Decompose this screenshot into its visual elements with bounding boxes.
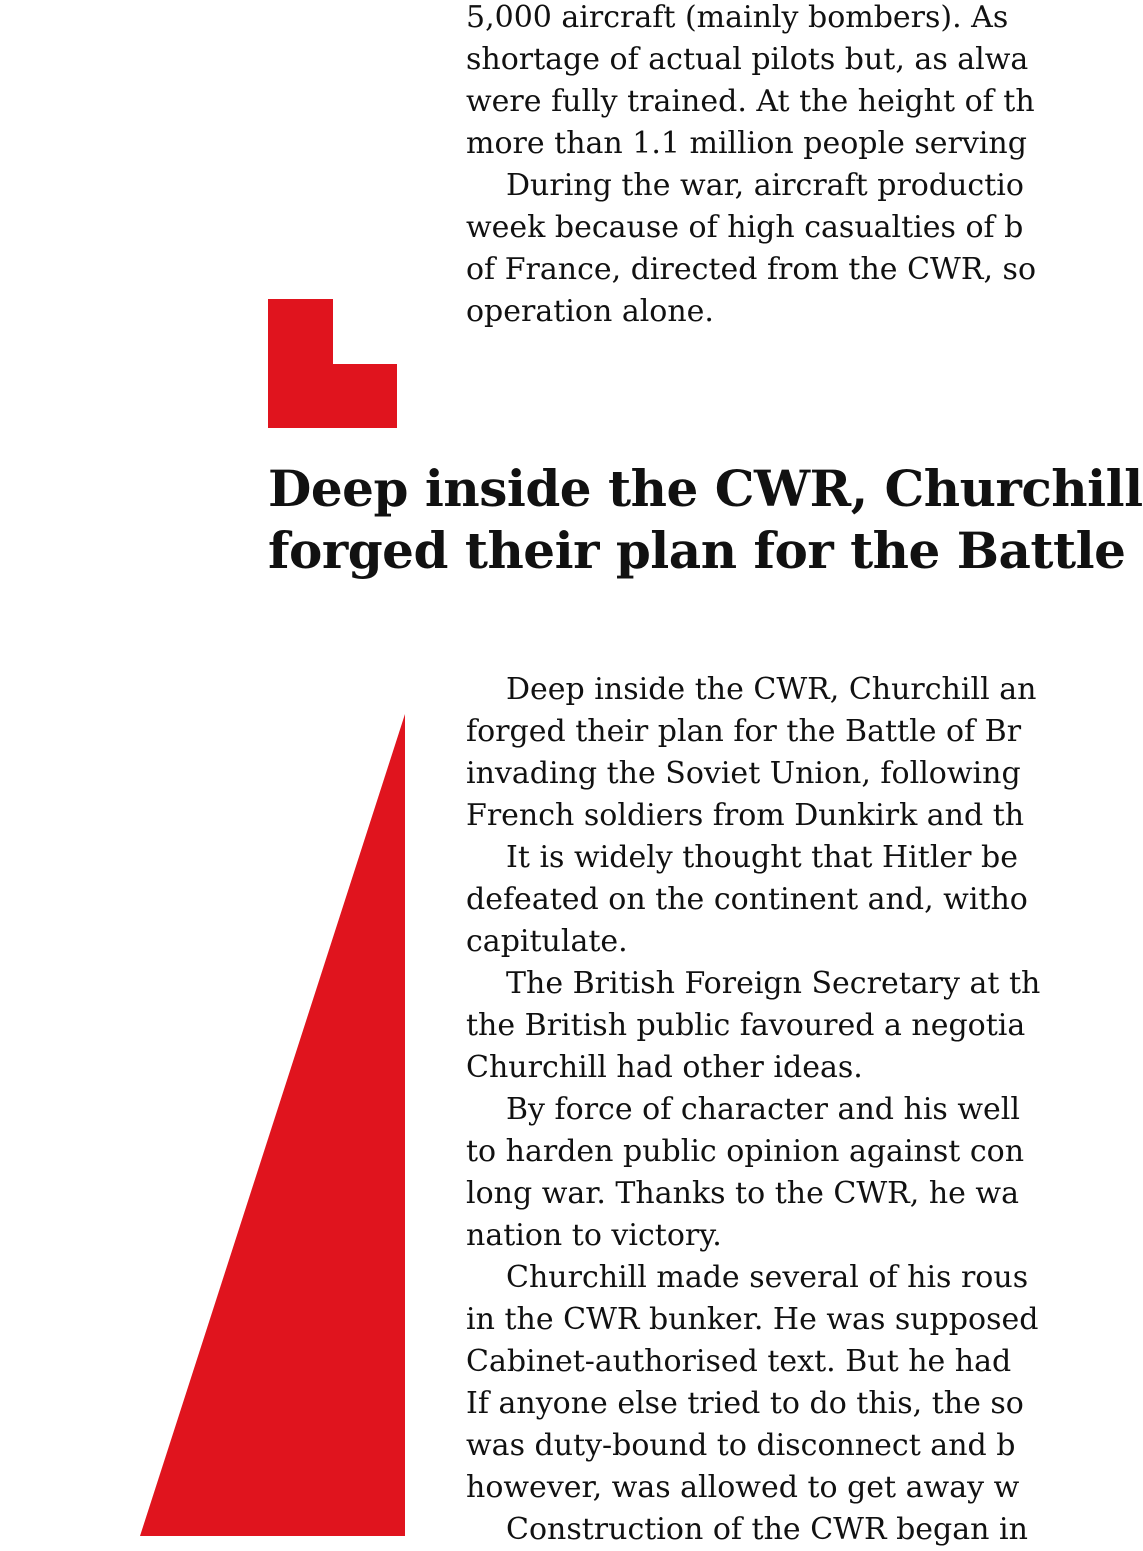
text-line: forged their plan for the Battle of Br xyxy=(466,714,1022,749)
top-body-text xyxy=(466,0,1036,333)
text-line: was duty-bound to disconnect and b xyxy=(466,1428,1016,1463)
red-l-shape-graphic xyxy=(268,299,397,428)
text-line: the British public favoured a negotia xyxy=(466,1008,1026,1043)
section-headline xyxy=(268,458,1143,582)
text-line: invading the Soviet Union, following xyxy=(466,756,1021,791)
paragraph-start-line: During the war, aircraft productio xyxy=(506,168,1024,203)
text-line: more than 1.1 million people serving xyxy=(466,126,1027,161)
text-line: shortage of actual pilots but, as alwa xyxy=(466,42,1029,77)
text-line: however, was allowed to get away w xyxy=(466,1470,1020,1505)
paragraph-start-line: The British Foreign Secretary at th xyxy=(506,966,1041,1001)
red-triangle-graphic xyxy=(0,700,420,1536)
text-line: to harden public opinion against con xyxy=(466,1134,1025,1169)
text-line: capitulate. xyxy=(466,924,628,959)
text-line: were fully trained. At the height of th xyxy=(466,84,1035,119)
headline-line: Deep inside the CWR, Churchill xyxy=(268,459,1143,518)
text-line: Cabinet-authorised text. But he had xyxy=(466,1344,1012,1379)
paragraph-start-line: Churchill made several of his rous xyxy=(506,1260,1029,1295)
text-line: week because of high casualties of b xyxy=(466,210,1024,245)
paragraph-start-line: By force of character and his well xyxy=(506,1092,1020,1127)
text-line: operation alone. xyxy=(466,294,714,329)
text-line: nation to victory. xyxy=(466,1218,722,1253)
text-line: French soldiers from Dunkirk and th xyxy=(466,798,1025,833)
paragraph-start-line: Deep inside the CWR, Churchill an xyxy=(506,672,1037,707)
text-line: long war. Thanks to the CWR, he wa xyxy=(466,1176,1019,1211)
text-line: of France, directed from the CWR, so xyxy=(466,252,1036,287)
text-line: Churchill had other ideas. xyxy=(466,1050,863,1085)
paragraph-start-line: Construction of the CWR began in xyxy=(506,1512,1028,1547)
text-line: If anyone else tried to do this, the so xyxy=(466,1386,1024,1421)
text-line: defeated on the continent and, witho xyxy=(466,882,1028,917)
main-body-text xyxy=(466,669,1040,1551)
text-line: in the CWR bunker. He was supposed xyxy=(466,1302,1039,1337)
paragraph-start-line: It is widely thought that Hitler be xyxy=(506,840,1019,875)
text-line: 5,000 aircraft (mainly bombers). As xyxy=(466,0,1009,35)
headline-line: forged their plan for the Battle xyxy=(268,521,1126,580)
